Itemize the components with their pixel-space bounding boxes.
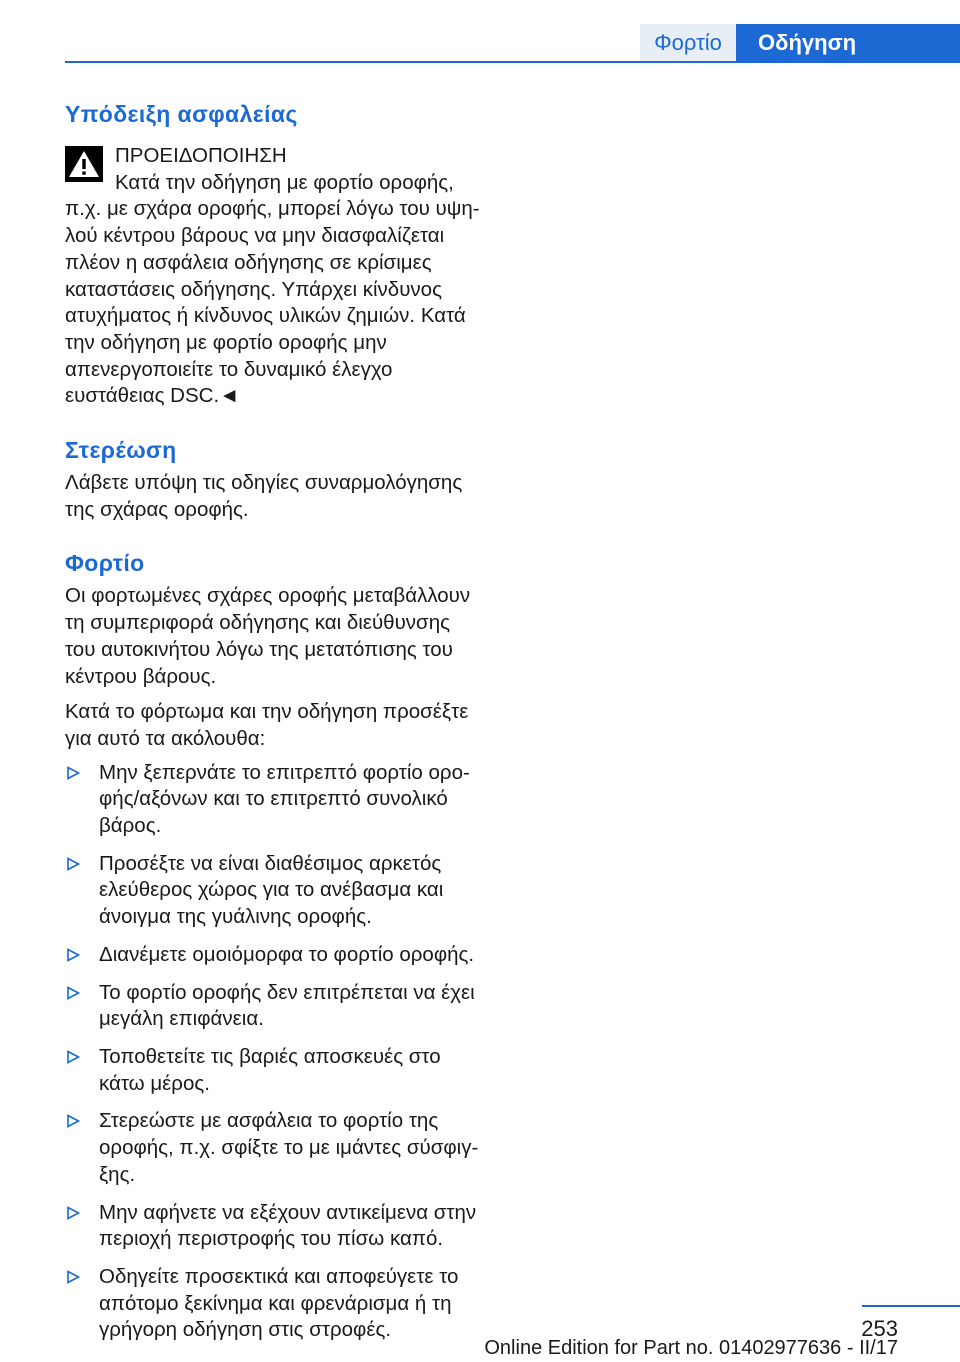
edition-note: Online Edition for Part no. 01402977636 - II/17 — [484, 1337, 898, 1359]
list-item-text: Το φορτίο οροφής δεν επιτρέπεται να έχει μεγάλη επιφάνεια. — [99, 980, 475, 1031]
load-section — [65, 547, 480, 1344]
triangle-bullet-icon — [66, 857, 80, 871]
list-item-text: Μην ξεπερνάτε το επιτρεπτό φορτίο οροφής/αξόνων και το επιτρεπτό συνολικό βάρος. — [99, 760, 470, 838]
list-item-text: Διανέμετε ομοιόμορφα το φορτίο οροφής. — [99, 942, 475, 966]
list-item — [65, 1044, 480, 1097]
tab-section-load[interactable]: Φορτίο — [640, 24, 736, 62]
mounting-section — [65, 434, 480, 523]
load-list — [65, 760, 480, 1344]
list-item — [65, 942, 480, 969]
list-item — [65, 760, 480, 840]
load-lead: Κατά το φόρτωμα και την οδήγηση προσέξτε για αυτό τα ακόλουθα: — [65, 700, 469, 750]
header-divider — [65, 61, 960, 63]
footer-divider — [862, 1305, 960, 1307]
triangle-bullet-icon — [66, 1270, 80, 1284]
list-item-text: Οδηγείτε προσεκτικά και αποφεύγετε το απότομο ξεκίνημα και φρενάρισμα ή τη γρήγορη οδήγηση στις στροφές. — [99, 1264, 459, 1342]
triangle-bullet-icon — [66, 1114, 80, 1128]
triangle-bullet-icon — [66, 986, 80, 1000]
triangle-bullet-icon — [66, 1206, 80, 1220]
mounting-text: Λάβετε υπόψη τις οδηγίες συναρμολόγησης της σχάρας οροφής. — [65, 471, 463, 521]
safety-heading: Υπόδειξη ασφαλείας — [65, 101, 298, 127]
list-item — [65, 1200, 480, 1253]
list-item-text: Τοποθετείτε τις βαριές αποσκευές στο κάτω μέρος. — [99, 1044, 441, 1095]
main-content — [65, 98, 480, 1355]
triangle-bullet-icon — [66, 948, 80, 962]
load-heading: Φορτίο — [65, 550, 145, 577]
page-header — [0, 0, 960, 62]
safety-section — [65, 98, 480, 410]
triangle-bullet-icon — [66, 1050, 80, 1064]
warning-text: Κατά την οδήγηση με φορτίο οροφής, π.χ. με σχάρα οροφής, μπορεί λόγω του υψηλού κέντρου βάρους να μην διασφαλίζεται πλέον η ασφάλεια οδήγησης σε κρίσιμες καταστάσεις οδήγησης. Υπάρχει κίνδυνος ατυχήματος ή κίνδυνος υλικών ζημιών. Κατά την οδήγηση με φορτίο οροφής μην απενεργοποιείτε το δυναμικό έλεγχο ευστάθειας DSC.◄ — [65, 170, 480, 408]
list-item — [65, 851, 480, 931]
warning-triangle-icon — [65, 146, 103, 182]
page-number: 253 — [861, 1316, 898, 1341]
list-item-text: Στερεώστε με ασφάλεια το φορτίο της οροφής, π.χ. σφίξτε το με ιμάντες σύσφιγξης. — [99, 1109, 479, 1186]
list-item-text: Προσέξτε να είναι διαθέσιμος αρκετός ελεύθερος χώρος για το ανέβασμα και άνοιγμα της γυάλινης οροφής. — [99, 851, 444, 929]
warning-block — [65, 142, 480, 410]
load-intro: Οι φορτωμένες σχάρες οροφής μεταβάλλουν τη συμπεριφορά οδήγησης και διεύθυνσης του αυτοκινήτου λόγω της μετατόπισης του κέντρου βάρους. — [65, 584, 471, 688]
list-item — [65, 980, 480, 1033]
list-item-text: Μην αφήνετε να εξέχουν αντικείμενα στην περιοχή περιστροφής του πίσω καπό. — [99, 1200, 477, 1251]
tab-chapter-driving[interactable]: Οδήγηση — [736, 24, 960, 62]
mounting-heading: Στερέωση — [65, 437, 177, 464]
list-item — [65, 1108, 480, 1188]
triangle-bullet-icon — [66, 766, 80, 780]
warning-label: ΠΡΟΕΙΔΟΠΟΙΗΣΗ — [115, 144, 287, 167]
list-item — [65, 1264, 480, 1344]
